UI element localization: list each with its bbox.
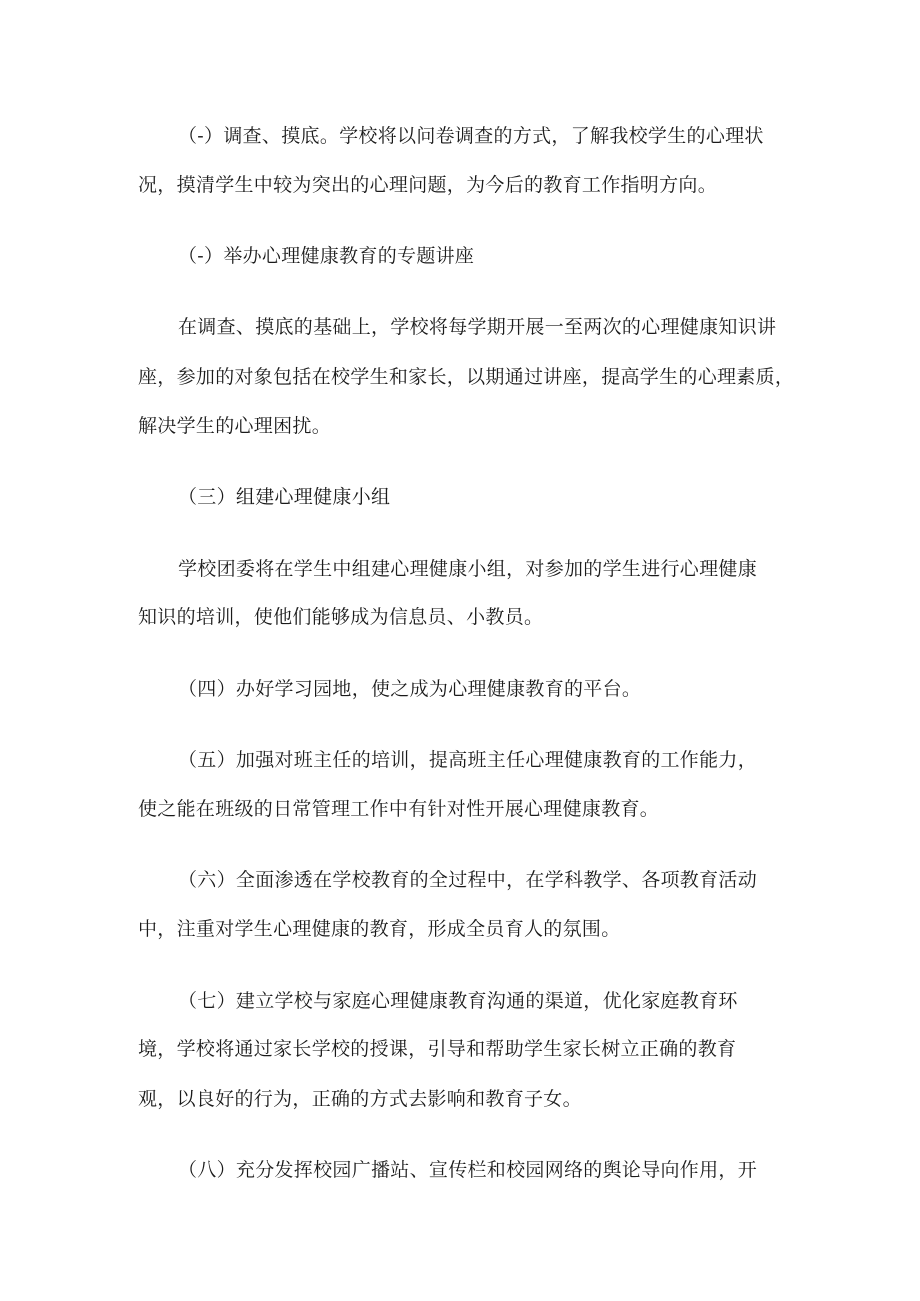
text-line: 使之能在班级的日常管理工作中有针对性开展心理健康教育。 — [138, 798, 660, 820]
section-heading: （三）组建心理健康小组 — [178, 486, 391, 508]
text-line: 中，注重对学生心理健康的教育，形成全员育人的氛围。 — [138, 918, 621, 940]
text-line: 解决学生的心理困扰。 — [138, 415, 332, 437]
text-line: （五）加强对班主任的培训，提高班主任心理健康教育的工作能力， — [178, 749, 758, 771]
section-heading: （-）举办心理健康教育的专题讲座 — [178, 245, 475, 267]
text-line: 在调查、摸底的基础上，学校将每学期开展一至两次的心理健康知识讲 — [178, 316, 777, 338]
text-line: （四）办好学习园地，使之成为心理健康教育的平台。 — [178, 678, 642, 700]
text-line: 况，摸清学生中较为突出的心理问题，为今后的教育工作指明方向。 — [138, 174, 718, 196]
text-line: 观，以良好的行为，正确的方式去影响和教育子女。 — [138, 1088, 582, 1110]
text-line: （八）充分发挥校园广播站、宣传栏和校园网络的舆论导向作用，开 — [178, 1159, 758, 1181]
text-line: 境，学校将通过家长学校的授课，引导和帮助学生家长树立正确的教育 — [138, 1038, 737, 1060]
text-line: （-）调查、摸底。学校将以问卷调查的方式，了解我校学生的心理状 — [178, 125, 764, 147]
text-line: 座，参加的对象包括在校学生和家长，以期通过讲座，提高学生的心理素质， — [138, 366, 795, 388]
text-line: （六）全面渗透在学校教育的全过程中，在学科教学、各项教育活动 — [178, 869, 758, 891]
text-line: 学校团委将在学生中组建心理健康小组，对参加的学生进行心理健康 — [178, 558, 758, 580]
text-line: 知识的培训，使他们能够成为信息员、小教员。 — [138, 606, 544, 628]
text-line: （七）建立学校与家庭心理健康教育沟通的渠道，优化家庭教育环 — [178, 990, 738, 1012]
